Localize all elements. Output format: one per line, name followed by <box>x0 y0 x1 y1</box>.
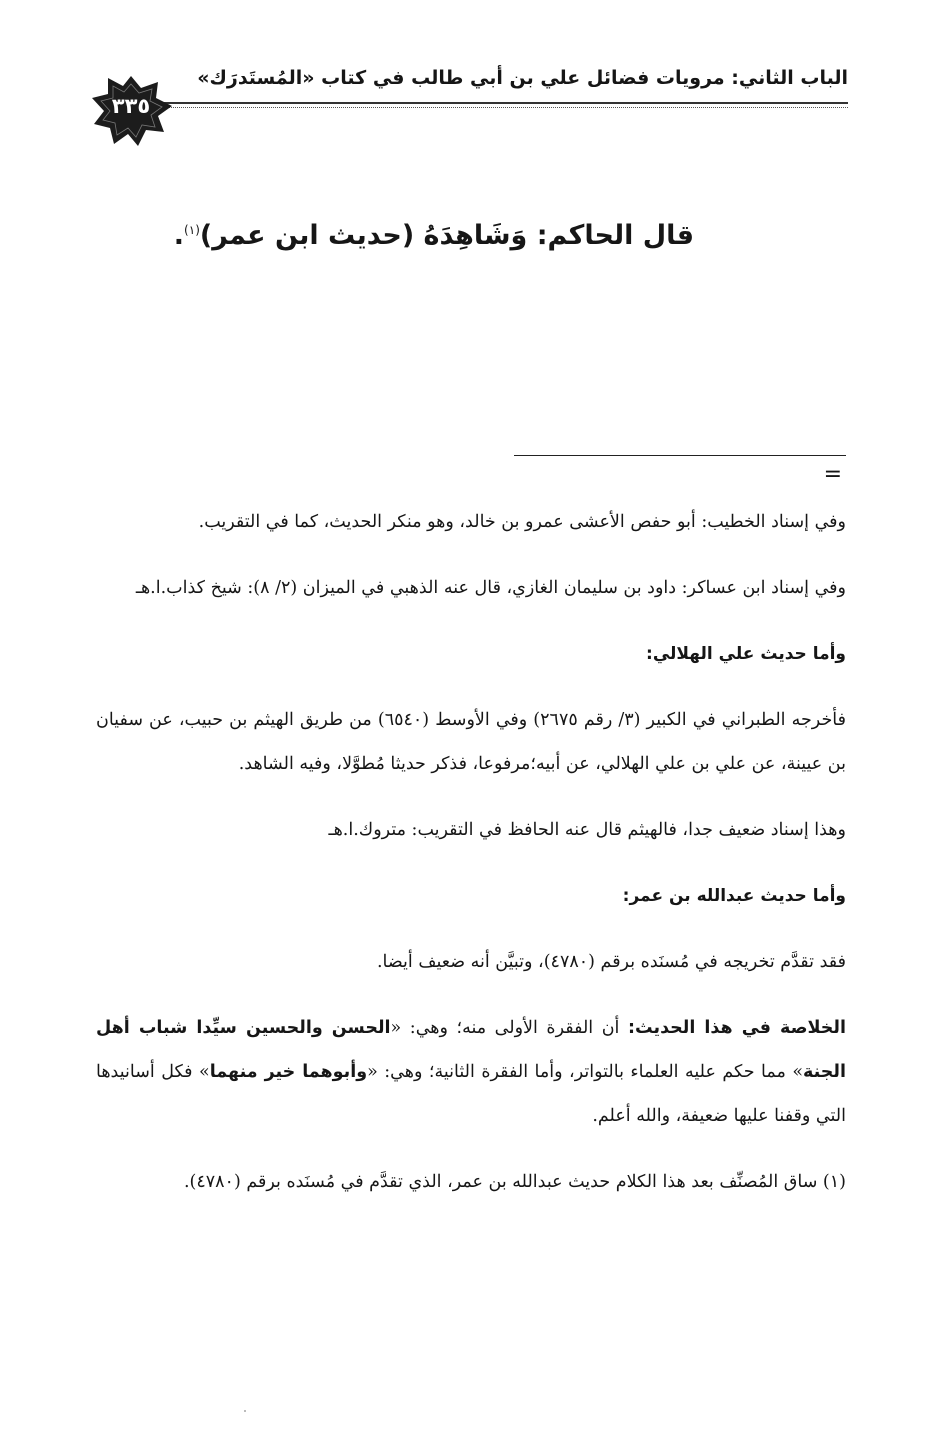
note-heading-ali-hilali: وأما حديث علي الهلالي: <box>646 644 846 664</box>
continuation-mark: = <box>823 462 842 487</box>
note-paragraph-haytham: وهذا إسناد ضعيف جدا، فالهيثم قال عنه الحافظ في التقريب: متروك.ا.هـ <box>328 820 846 840</box>
conclusion-quote-2: وأبوهما خير منهما <box>209 1062 368 1082</box>
page-number-badge <box>88 74 174 148</box>
header-rule-dotted <box>160 107 848 108</box>
conclusion-text-3: » فكل أسانيدها التي وقفنا عليها ضعيفة، والله أعلم. <box>96 1062 846 1126</box>
main-text-body: قال الحاكم: وَشَاهِدَهُ (حديث ابن عمر) <box>199 220 694 251</box>
note-paragraph-musnad: فقد تقدَّم تخريجه في مُسنَده برقم (٤٧٨٠)، وتبيَّن أنه ضعيف أيضا. <box>376 952 846 972</box>
conclusion-quote-1: الحسن والحسين سيِّدا شباب أهل الجنة <box>96 1018 846 1082</box>
footnote-separator <box>514 455 846 456</box>
footnote-1: (١) ساق المُصنِّف بعد هذا الكلام حديث عبدالله بن عمر، الذي تقدَّم في مُسنَده برقم (٤٧٨٠). <box>183 1172 846 1192</box>
footnotes <box>96 500 846 1226</box>
page-number: ٣٣٥ <box>111 94 151 118</box>
scan-speck <box>244 1410 246 1412</box>
note-paragraph-conclusion <box>96 1006 846 1138</box>
main-text <box>174 208 694 258</box>
running-header: الباب الثاني: مرويات فضائل علي بن أبي طالب في كتاب «المُستَدرَك» <box>197 67 848 89</box>
conclusion-text-2: » مما حكم عليه العلماء بالتواتر، وأما الفقرة الثانية؛ وهي: « <box>367 1062 804 1082</box>
footnote-ref: (١) <box>184 223 200 237</box>
main-text-end: . <box>173 220 185 251</box>
note-heading-ibn-umar: وأما حديث عبدالله بن عمر: <box>622 886 846 906</box>
conclusion-text-1: أن الفقرة الأولى منه؛ وهي: « <box>390 1018 628 1038</box>
note-paragraph-tabarani: فأخرجه الطبراني في الكبير (٣/ رقم ٢٦٧٥) وفي الأوسط (٦٥٤٠) من طريق الهيثم بن حبيب، عن سفيان بن عيينة، عن علي بن علي الهلالي، عن أبيه؛مرفوعا، فذكر حديثا مُطوَّلا، وفيه الشاهد. <box>96 710 846 774</box>
note-paragraph-khatib: وفي إسناد الخطيب: أبو حفص الأعشى عمرو بن خالد، وهو منكر الحديث، كما في التقريب. <box>198 512 846 532</box>
header-rule <box>160 102 848 104</box>
note-paragraph-ibn-asakir: وفي إسناد ابن عساكر: داود بن سليمان الغازي، قال عنه الذهبي في الميزان (٢/ ٨): شيخ كذاب.ا.هـ <box>135 578 846 598</box>
conclusion-lead: الخلاصة في هذا الحديث: <box>627 1018 846 1038</box>
